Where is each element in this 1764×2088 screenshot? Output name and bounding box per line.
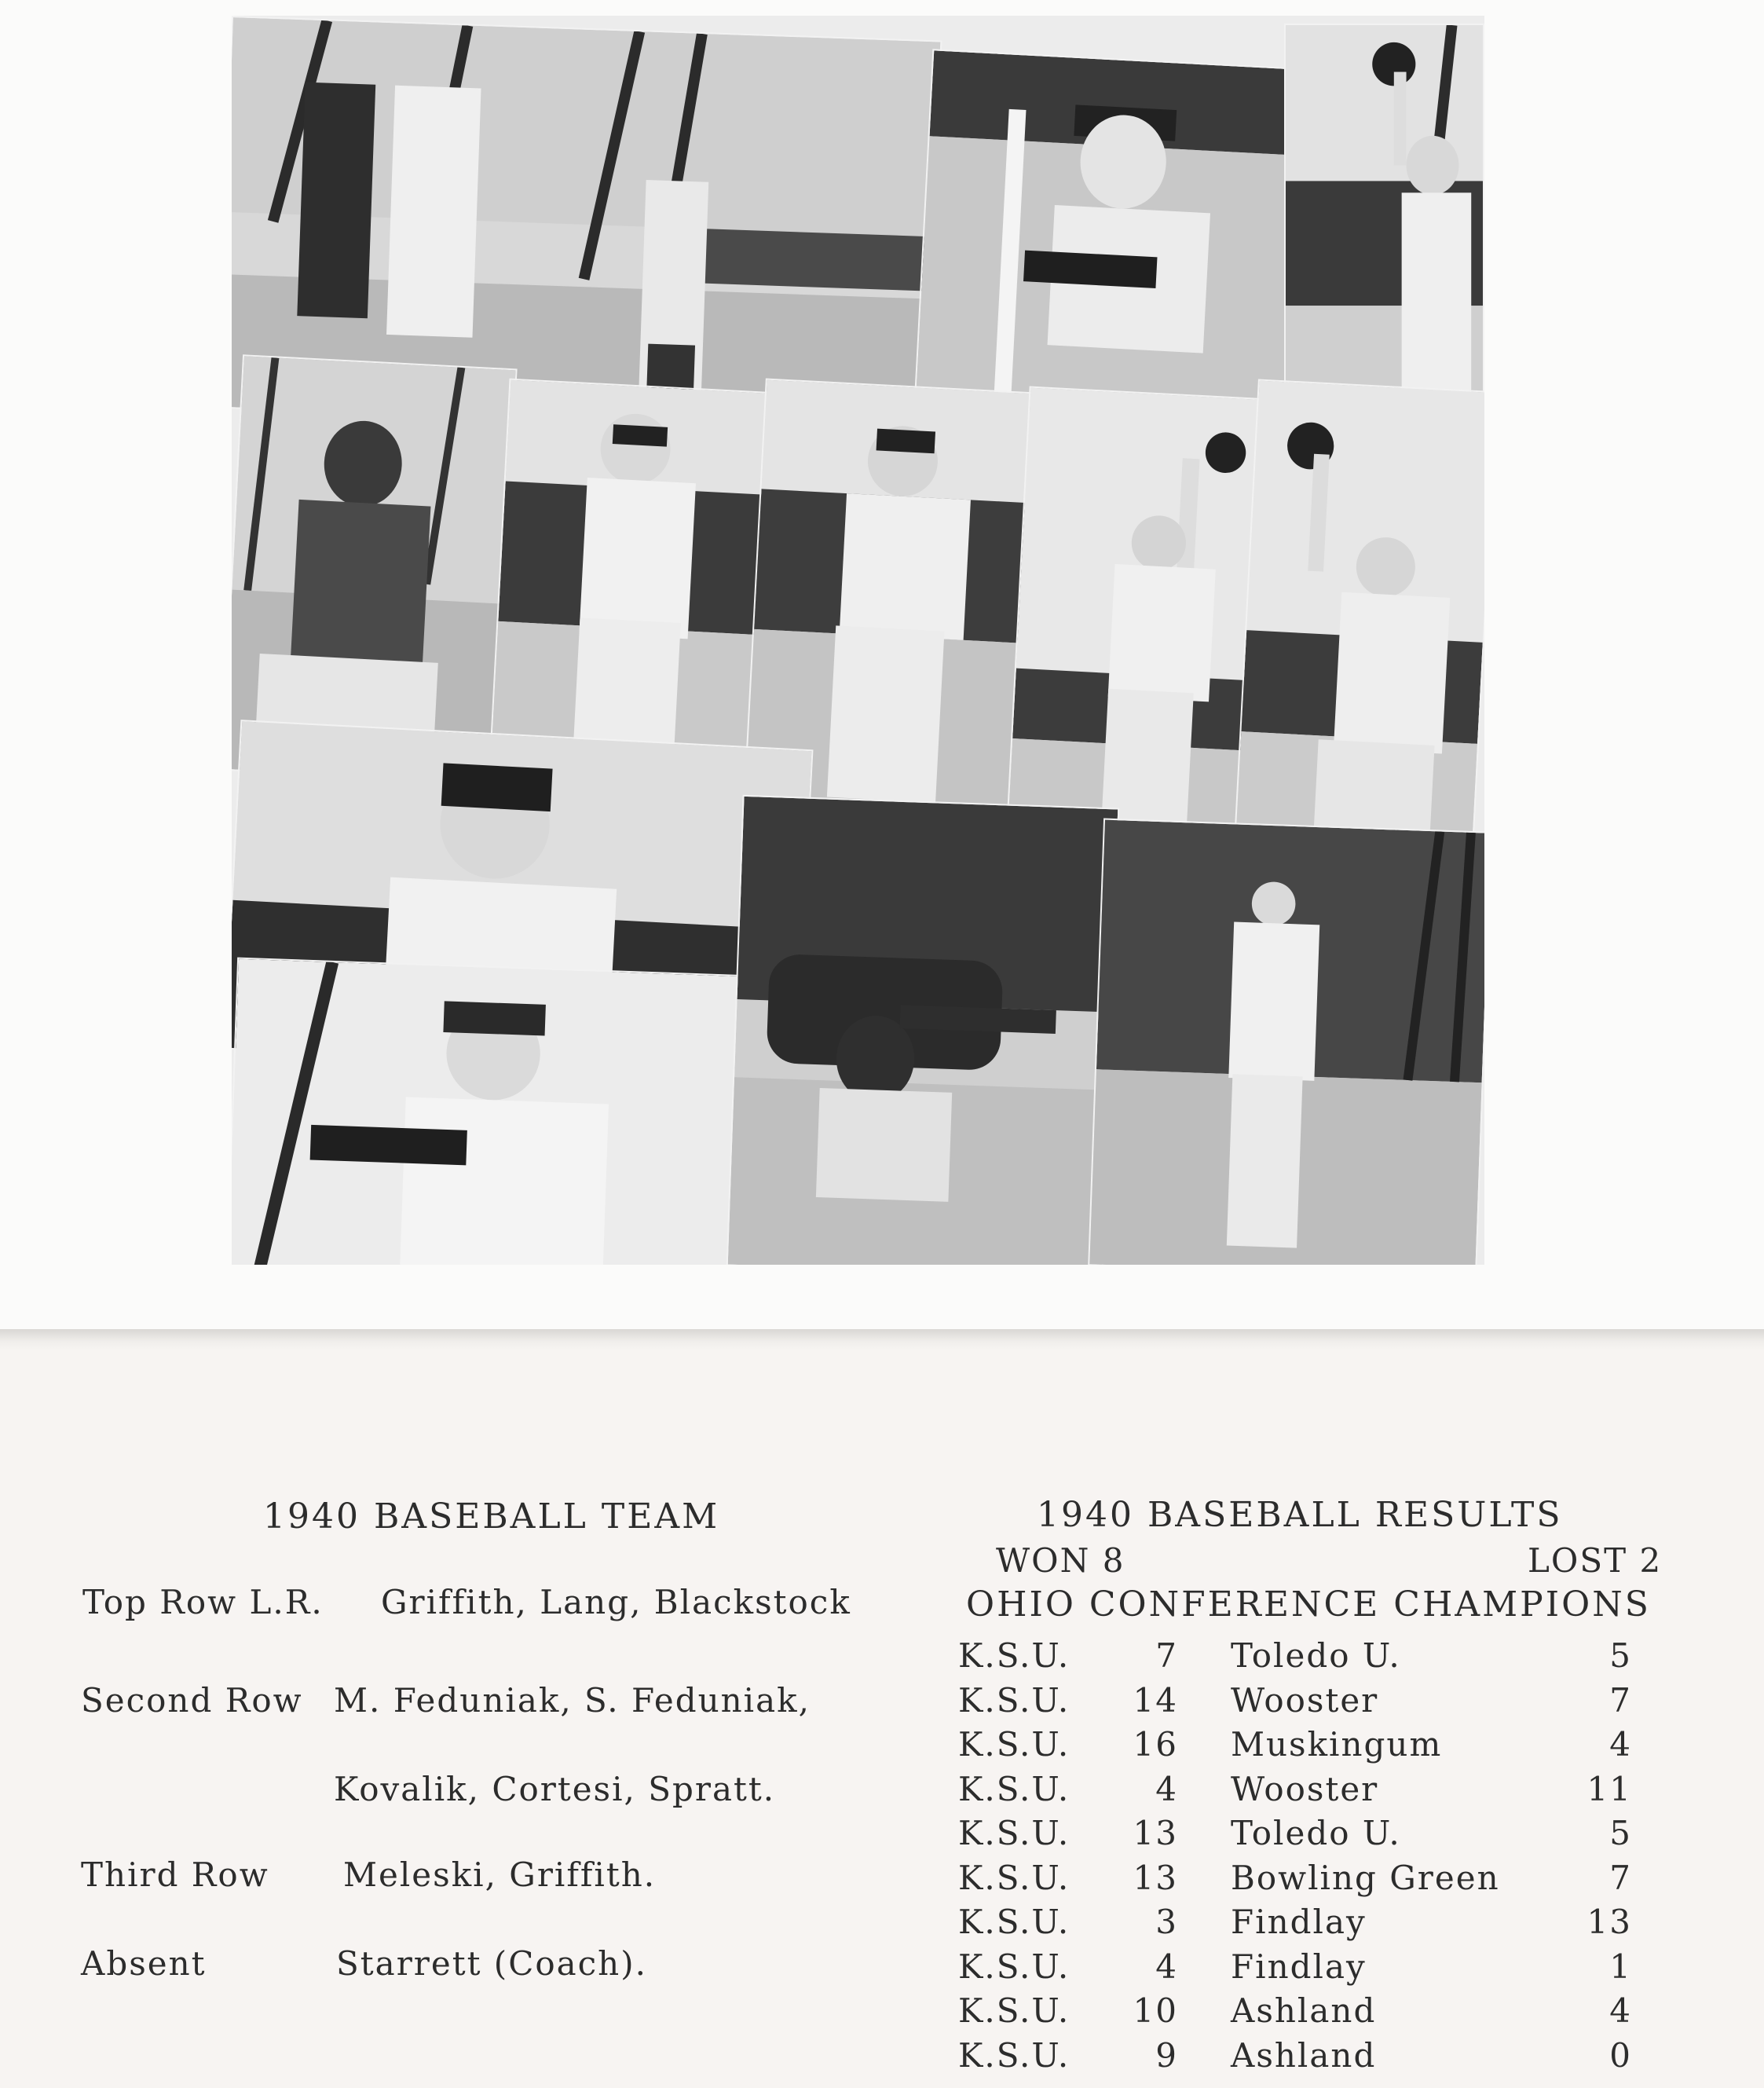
game-team: K.S.U. [958,1859,1070,1897]
roster-label-absent: Absent [81,1944,207,1983]
game-score: 3 [1155,1903,1178,1941]
roster-label-top-row: Top Row L.R. [82,1583,324,1621]
photo-first-baseman [1232,379,1484,893]
game-team: K.S.U. [958,1814,1070,1852]
game-opp-score: 13 [1587,1903,1632,1941]
photo-pitcher [1088,819,1484,1265]
game-opp-score: 4 [1609,1991,1632,2030]
page-fold [0,1329,1764,1350]
game-score: 7 [1155,1636,1178,1675]
roster-names-second-row: M. Feduniak, S. Feduniak, [334,1681,811,1720]
game-team: K.S.U. [958,1725,1070,1764]
roster-label-third-row: Third Row [81,1855,269,1894]
game-opponent: Bowling Green [1231,1859,1500,1897]
game-opp-score: 5 [1609,1636,1632,1675]
game-opponent: Toledo U. [1231,1814,1401,1852]
roster-names-top-row: Griffith, Lang, Blackstock [381,1583,851,1621]
game-opponent: Findlay [1231,1947,1367,1986]
photo-fielder-catching-high [1284,24,1484,424]
results-title: 1940 BASEBALL RESULTS [1037,1495,1563,1535]
game-opp-score: 0 [1609,2036,1632,2075]
roster-names-absent: Starrett (Coach). [336,1944,647,1983]
roster-names-third-row: Meleski, Griffith. [343,1855,657,1894]
results-lost: LOST 2 [1528,1541,1663,1580]
photo-batter-stance [232,958,756,1265]
game-opponent: Ashland [1231,1991,1377,2030]
team-title: 1940 BASEBALL TEAM [263,1496,720,1537]
game-score: 9 [1155,2036,1178,2075]
game-opp-score: 4 [1609,1725,1632,1764]
game-opp-score: 7 [1609,1859,1632,1897]
game-opp-score: 5 [1609,1814,1632,1852]
roster-label-second-row: Second Row [81,1681,303,1720]
photo-catcher-home [726,795,1120,1265]
game-team: K.S.U. [958,1903,1070,1941]
game-score: 4 [1155,1947,1178,1986]
photo-collage [232,16,1484,1265]
game-score: 13 [1133,1859,1178,1897]
game-score: 4 [1155,1770,1178,1808]
game-opponent: Muskingum [1231,1725,1443,1764]
game-opp-score: 1 [1609,1947,1632,1986]
photo-batter-swing-1 [489,379,772,793]
game-opponent: Wooster [1231,1681,1379,1720]
game-team: K.S.U. [958,1947,1070,1986]
game-score: 16 [1133,1725,1178,1764]
game-team: K.S.U. [958,2036,1070,2075]
results-won: WON 8 [996,1541,1125,1580]
photo-batter-kneeling [913,49,1324,430]
game-opponent: Toledo U. [1231,1636,1401,1675]
photo-catcher [232,354,518,785]
game-opponent: Ashland [1231,2036,1377,2075]
game-team: K.S.U. [958,1991,1070,2030]
game-opponent: Findlay [1231,1903,1367,1941]
game-score: 13 [1133,1814,1178,1852]
game-score: 14 [1133,1681,1178,1720]
game-opp-score: 7 [1609,1681,1632,1720]
results-subtitle: OHIO CONFERENCE CHAMPIONS [966,1584,1651,1625]
game-opp-score: 11 [1587,1770,1632,1808]
game-team: K.S.U. [958,1636,1070,1675]
roster-names-second-row-cont: Kovalik, Cortesi, Spratt. [334,1770,776,1808]
game-score: 10 [1133,1991,1178,2030]
game-team: K.S.U. [958,1770,1070,1808]
game-team: K.S.U. [958,1681,1070,1720]
game-opponent: Wooster [1231,1770,1379,1808]
